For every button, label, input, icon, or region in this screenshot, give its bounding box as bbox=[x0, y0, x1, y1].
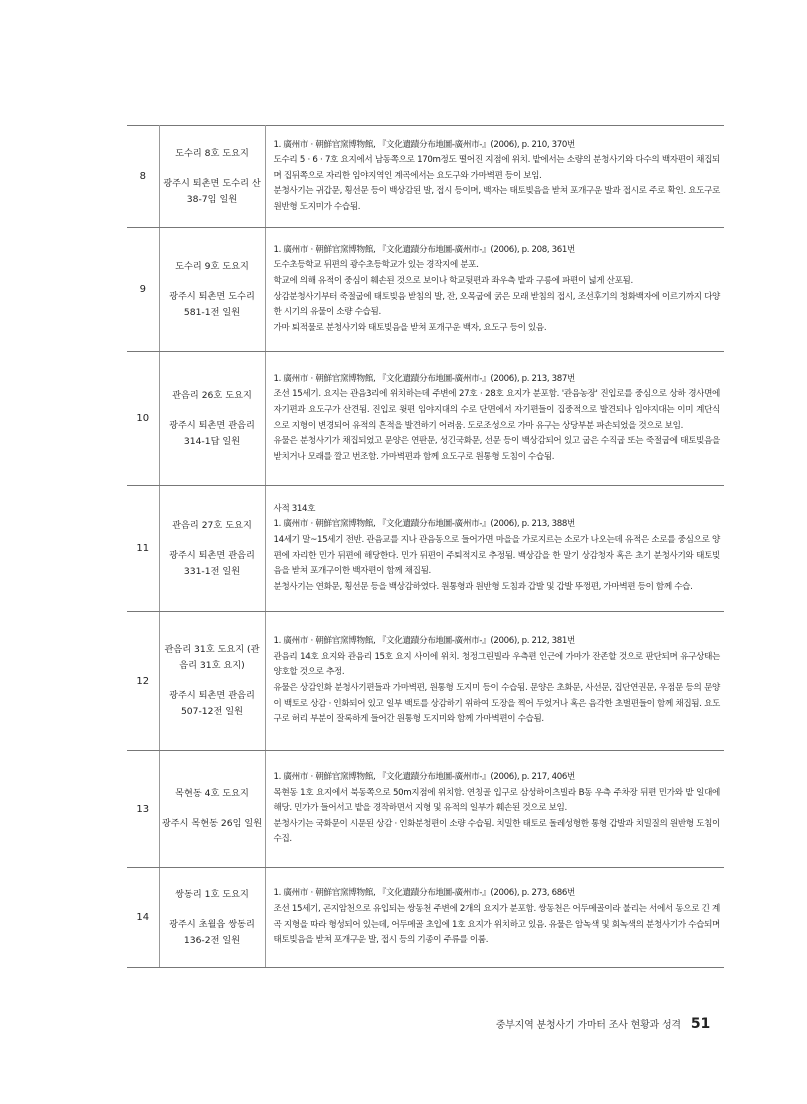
description-line: 목현동 1호 요지에서 북동쪽으로 50m지점에 위치함. 연칭골 입구로 삼성하이츠빌라 B동 우측 주차장 뒤편 민가와 밭 일대에 해당. 민가가 들어서고 밭을 경작하면서 지형 및 유적의 일부가 훼손된 것으로 보임. bbox=[273, 787, 720, 814]
site-address: 광주시 퇴촌면 도수리 산38-7임 일원 bbox=[163, 177, 261, 205]
site-cell bbox=[159, 612, 265, 751]
site-name: 관음리 26호 도요지 bbox=[172, 389, 252, 401]
description-line: 유물은 분청사기가 채집되었고 문양은 연판문, 성긴국화문, 선문 등이 백상감되어 있고 굽은 수직굽 또는 죽절굽에 태토빚음을 받치거나 모래를 깔고 번조함. 가마벽편과 함께 요도구로 원통형 도침이 수습됨. bbox=[273, 436, 720, 462]
site-cell bbox=[159, 751, 265, 868]
site-name: 목현동 4호 도요지 bbox=[175, 788, 249, 799]
description-line: 유물은 상감인화 분청사기편들과 가마벽편, 원통형 도지미 등이 수습됨. 문양은 초화문, 사선문, 집단연권문, 우점문 등의 문양이 백토로 상감 · 인화되어 있고 일부 백토를 상감하기 위하여 도장을 찍어 두었거나 혹은 음각한 초벌편들이 함께 채집됨. 요도구로 허리 부분이 잘록하게 들어간 원통형 도지미와 함께 가마벽편이 수습됨. bbox=[273, 683, 720, 725]
description-line: 관음리 14호 요지와 관음리 15호 요지 사이에 위치. 청정그린빌라 우측편 인근에 가마가 잔존할 것으로 판단되며 유구상태는 양호할 것으로 추정. bbox=[273, 651, 720, 678]
description-cell bbox=[265, 486, 724, 612]
table-row bbox=[127, 751, 724, 868]
site-address: 광주시 초월읍 쌍동리 136-2전 일원 bbox=[169, 918, 255, 946]
row-number: 12 bbox=[127, 612, 159, 751]
table-row bbox=[127, 228, 724, 352]
description-line: 분청사기는 귀갑문, 횡선문 등이 백상감된 발, 접시 등이며, 백자는 태토빚음을 받쳐 포개구운 발과 접시로 주로 확인. 요도구로 원반형 도지미가 수습됨. bbox=[273, 186, 720, 212]
site-cell bbox=[159, 868, 265, 968]
description-cell bbox=[265, 352, 724, 486]
description-line: 1. 廣州市 · 朝鮮官窯博物館, 『文化遺蹟分布地圖-廣州市-』(2006), p. 210, 370번 bbox=[273, 139, 575, 150]
site-cell bbox=[159, 486, 265, 612]
site-name: 도수리 8호 도요지 bbox=[175, 147, 249, 159]
site-cell bbox=[159, 352, 265, 486]
site-cell bbox=[159, 126, 265, 228]
row-number: 11 bbox=[127, 486, 159, 612]
description-line: 상감분청사기부터 죽절굽에 태토빚음 받침의 발, 잔, 오목굽에 굵은 모래 받침의 접시, 조선후기의 청화백자에 이르기까지 다양한 시기의 유물이 소량 수습됨. bbox=[273, 291, 720, 318]
running-title: 중부지역 분청사기 가마터 조사 현황과 성격 bbox=[495, 1020, 681, 1031]
description-line: 분청사기는 연화문, 횡선문 등을 백상감하였다. 원통형과 원반형 도침과 갑발 및 갑발 뚜껑편, 가마벽편 등이 함께 수습. bbox=[273, 581, 693, 592]
description-line: 분청사기는 국화문이 시문된 상감 · 인화분청편이 소량 수습됨. 치밀한 태토로 돌레성형한 통형 갑발과 치밀질의 원반형 도침이 수집. bbox=[273, 818, 720, 845]
row-number: 8 bbox=[127, 126, 159, 228]
description-line: 1. 廣州市 · 朝鮮官窯博物館, 『文化遺蹟分布地圖-廣州市-』(2006), p. 208, 361번 bbox=[273, 244, 575, 255]
page-footer bbox=[496, 1016, 710, 1032]
site-name: 도수리 9호 도요지 bbox=[175, 260, 249, 272]
table-row bbox=[127, 486, 724, 612]
description-cell bbox=[265, 751, 724, 868]
description-line: 1. 廣州市 · 朝鮮官窯博物館, 『文化遺蹟分布地圖-廣州市-』(2006), p. 212, 381번 bbox=[273, 636, 575, 647]
description-line: 1. 廣州市 · 朝鮮官窯博物館, 『文化遺蹟分布地圖-廣州市-』(2006), p. 213, 388번 bbox=[273, 519, 575, 530]
site-address: 광주시 목현동 26임 일원 bbox=[161, 818, 263, 829]
site-name: 관음리 27호 도요지 bbox=[172, 519, 252, 531]
description-cell bbox=[265, 126, 724, 228]
description-line: 사적 314호 bbox=[273, 503, 316, 514]
row-number: 13 bbox=[127, 751, 159, 868]
row-number: 9 bbox=[127, 228, 159, 352]
description-line: 1. 廣州市 · 朝鮮官窯博物館, 『文化遺蹟分布地圖-廣州市-』(2006), p. 273, 686번 bbox=[273, 888, 575, 899]
site-address: 광주시 퇴촌면 관음리 507-12전 일원 bbox=[169, 690, 255, 717]
description-cell bbox=[265, 868, 724, 968]
site-address: 광주시 퇴촌면 관음리 314-1답 일원 bbox=[169, 419, 255, 447]
description-cell bbox=[265, 612, 724, 751]
description-line: 1. 廣州市 · 朝鮮官窯博物館, 『文化遺蹟分布地圖-廣州市-』(2006), p. 213, 387번 bbox=[273, 373, 575, 384]
description-cell bbox=[265, 228, 724, 352]
page-number: 51 bbox=[690, 1016, 710, 1032]
description-line: 조선 15세기, 곤지암천으로 유입되는 쌍동천 주변에 2개의 요지가 분포함. 쌍동천은 어두메골이라 불리는 서에서 동으로 긴 계곡 지형을 따라 형성되어 있는데, 어두메골 초입에 1호 요지가 위치하고 있음. 유물은 암녹색 및 회녹색의 분청사기가 수습되며 태토빚음을 받쳐 포개구운 발, 접시 등의 기종이 주류를 이룸. bbox=[273, 903, 720, 946]
table-row bbox=[127, 352, 724, 486]
site-address: 광주시 퇴촌면 도수리 581-1전 일원 bbox=[169, 290, 255, 318]
row-number: 14 bbox=[127, 868, 159, 968]
table-row bbox=[127, 612, 724, 751]
description-line: 조선 15세기. 요지는 관음3리에 위치하는데 주변에 27호 · 28호 요지가 분포함. '관음농장' 진입로를 중심으로 상하 경사면에 자기편과 요도구가 산견됨. 진입로 윗편 임야지대의 수로 단면에서 자기편들이 집중적으로 발견되나 임야지대는 이미 계단식으로 지형이 변경되어 유적의 흔적을 발견하기 어려움. 도로조성으로 가마 유구는 상당부분 파손되었을 것으로 보임. bbox=[273, 389, 720, 431]
table-row bbox=[127, 126, 724, 228]
site-name: 쌍동리 1호 도요지 bbox=[175, 888, 249, 900]
site-cell bbox=[159, 228, 265, 352]
description-line: 14세기 말~15세기 전반. 관음교를 지나 관음동으로 들어가면 마을을 가로지르는 소로가 나오는데 유적은 소로를 중심으로 양편에 자리한 민가 뒤편에 해당한다. 민가 뒤편이 주퇴적지로 추정됨. 백상감을 한 말기 상감청자 혹은 초기 분청사기와 태토빚음을 받쳐 포개구이한 백자편이 함께 채집됨. bbox=[273, 534, 720, 577]
table-row bbox=[127, 868, 724, 968]
sites-table bbox=[127, 125, 724, 968]
row-number: 10 bbox=[127, 352, 159, 486]
site-address: 광주시 퇴촌면 관음리 331-1전 일원 bbox=[169, 549, 255, 577]
description-line: 도수초등학교 뒤편의 광수초등학교가 있는 경작지에 분포. bbox=[273, 260, 479, 271]
description-line: 도수리 5 · 6 · 7호 요지에서 남동쪽으로 170m정도 떨어진 지점에 위치. 밭에서는 소량의 분청사기와 다수의 백자편이 채집되며 집뒤쪽으로 자리한 임야지역인 계곡에서는 요도구와 가마벽편 등이 보임. bbox=[273, 155, 720, 181]
site-name: 관음리 31호 도요지 (관음리 31호 요지) bbox=[164, 644, 260, 671]
description-line: 가마 퇴적물로 분청사기와 태토빚음을 받쳐 포개구운 백자, 요도구 등이 있음. bbox=[273, 322, 547, 333]
description-line: 1. 廣州市 · 朝鮮官窯博物館, 『文化遺蹟分布地圖-廣州市-』(2006), p. 217, 406번 bbox=[273, 772, 575, 783]
description-line: 학교에 의해 유적이 중심이 훼손된 것으로 보이나 학교뒷편과 좌우측 밭과 구릉에 파편이 넓게 산포됨. bbox=[273, 275, 633, 286]
